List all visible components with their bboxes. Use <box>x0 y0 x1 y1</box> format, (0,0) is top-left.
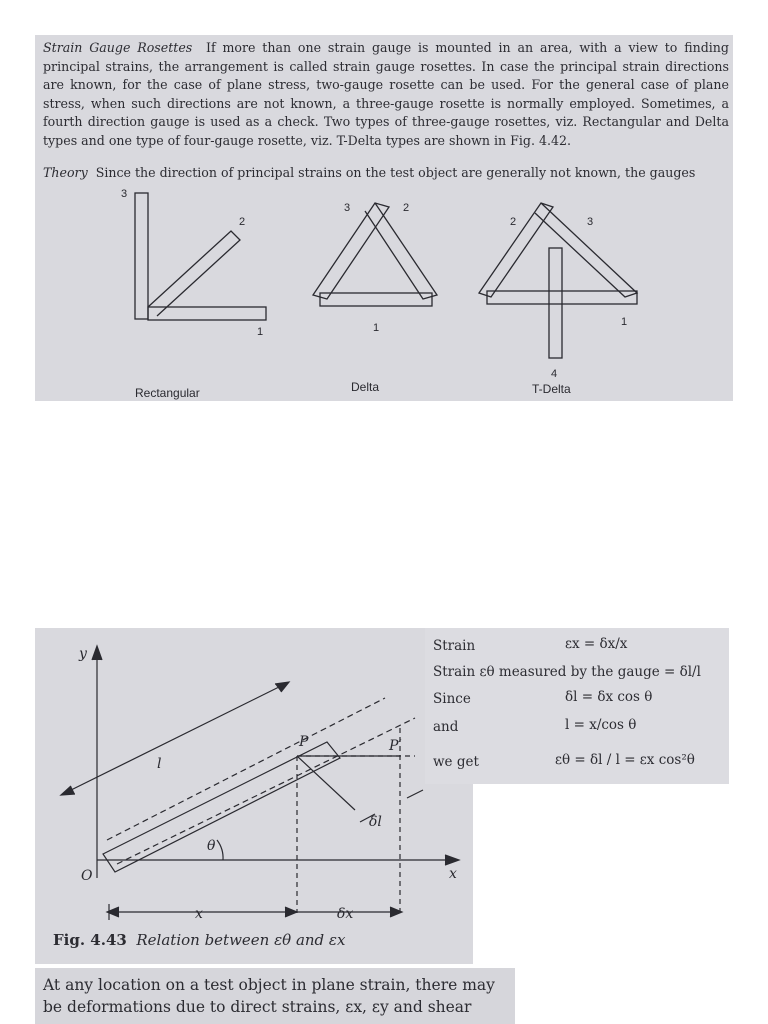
theta-label: θ <box>207 838 216 854</box>
delta-label-3: 3 <box>344 202 351 214</box>
figure-caption <box>53 931 345 949</box>
axis-y-label: y <box>79 646 87 662</box>
eq-and: l = x/cos θ <box>565 717 637 733</box>
rect-caption: Rectangular <box>135 386 200 400</box>
delta-rosette <box>313 203 437 306</box>
origin-label: O <box>81 868 93 884</box>
delta-label-1: 1 <box>373 322 380 334</box>
eq-strain: εx = δx/x <box>565 636 628 652</box>
delta-label-2: 2 <box>403 202 410 214</box>
tdelta-label-4: 4 <box>551 368 558 380</box>
tdelta-label-1: 1 <box>621 316 628 328</box>
rectangular-rosette <box>135 193 266 320</box>
eq-label-weget: we get <box>433 754 479 770</box>
figure-caption-text: Relation between εθ and εx <box>136 931 346 949</box>
rect-label-2: 2 <box>239 216 246 228</box>
point-p-label: P <box>299 734 309 750</box>
strain-figure-section <box>35 628 476 964</box>
length-label: l <box>157 756 162 772</box>
eq-label-and: and <box>433 719 459 735</box>
theory-heading: Theory <box>43 165 88 180</box>
rosettes-section <box>35 35 733 401</box>
dim-x-label: x <box>195 906 203 922</box>
tdelta-label-3: 3 <box>587 216 594 228</box>
eq-result: εθ = δl / l = εx cos²θ <box>555 752 695 768</box>
rect-label-1: 1 <box>257 326 264 338</box>
t-delta-rosette <box>479 203 637 358</box>
theory-body: Since the direction of principal strains on the test object are generally not known, the gauges <box>95 165 696 180</box>
rosettes-paragraph <box>43 39 729 151</box>
delta-l-label: δl <box>369 814 382 830</box>
eq-label-since: Since <box>433 691 471 707</box>
theory-line <box>43 164 729 182</box>
delta-caption: Delta <box>351 380 380 394</box>
tdelta-caption: T-Delta <box>532 382 571 396</box>
delta-x-label: δx <box>337 906 354 922</box>
axis-x-label: x <box>449 866 457 882</box>
rosette-diagram <box>35 183 733 401</box>
eq-label-gauge: Strain εθ measured by the gauge = δl/l <box>433 664 701 680</box>
strain-gauge-figure <box>35 628 476 928</box>
bottom-text-section <box>35 968 515 1024</box>
eq-label-strain: Strain <box>433 638 476 654</box>
rosettes-heading: Strain Gauge Rosettes <box>43 40 193 55</box>
bottom-paragraph: At any location on a test object in plane strain, there may be deformations due to direct strains, εx, εy and shear <box>43 976 495 1016</box>
rect-label-3: 3 <box>121 188 128 200</box>
rosettes-body: If more than one strain gauge is mounted in an area, with a view to finding principal strains, the arrangement is called strain gauge rosettes. In case the principal strain directions are known, for the case of plane stress, two-gauge rosette can be used. For the general case of plane stress, when such directions are not known, a three-gauge rosette is normally employed. Sometimes, a fourth direction gauge is used as a check. Two types of three-gauge rosettes, viz. Rectangular and Delta types and one type of four-gauge rosette, viz. T-Delta types are shown in Fig. 4.42. <box>43 40 729 148</box>
figure-number: Fig. 4.43 <box>53 931 127 949</box>
point-p-prime-label: P′ <box>389 738 402 754</box>
eq-since: δl = δx cos θ <box>565 689 653 705</box>
tdelta-label-2: 2 <box>510 216 517 228</box>
equations-section <box>425 628 729 784</box>
